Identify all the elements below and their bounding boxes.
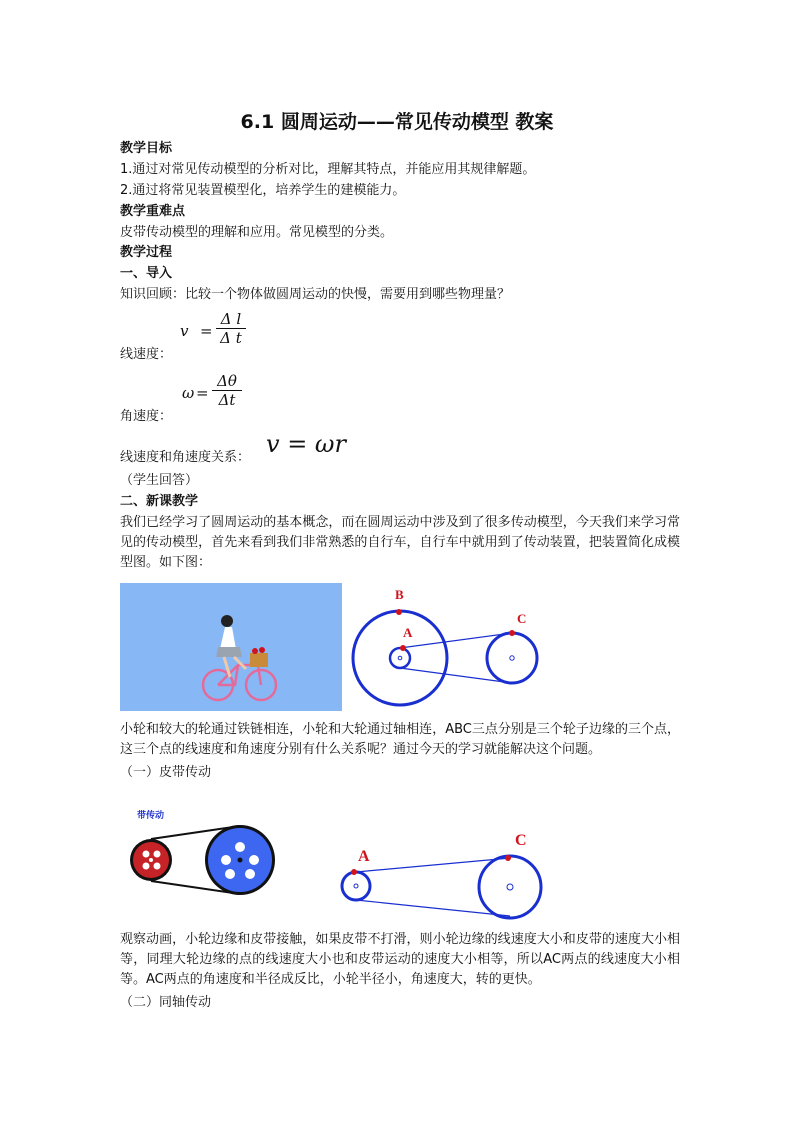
coaxial-heading: （二）同轴传动 — [120, 995, 212, 1010]
point-b — [396, 609, 402, 615]
label-a: A — [403, 625, 413, 640]
belt-drive-animation — [120, 800, 290, 905]
key-points-heading: 教学重难点 — [120, 204, 186, 219]
belt-anim-label: 带传动 — [137, 811, 165, 821]
large-wheel — [479, 856, 541, 918]
linear-formula-lhs: v — [180, 322, 189, 340]
small-wheel — [342, 872, 370, 900]
objective-item-2: 2.通过将常见装置模型化，培养学生的建模能力。 — [120, 183, 406, 198]
bicycle-illustration — [120, 583, 342, 711]
rider-skirt — [216, 647, 242, 657]
point-a — [400, 645, 406, 651]
belt-text: 观察动画，小轮边缘和皮带接触，如果皮带不打滑，则小轮边缘的线速度大小和皮带的速度大小相等，同理大轮边缘的点的线速度大小也和皮带运动的速度大小相等，所以AC两点的线速度大小相等。AC两点的角速度和半径成反比，小轮半径小，角速度大，转的更快。 — [120, 932, 680, 987]
linear-formula-eq: = — [200, 322, 213, 340]
small-wheel — [390, 648, 410, 668]
large-wheel — [353, 611, 447, 705]
angular-formula-denominator: Δt — [218, 391, 236, 409]
objective-item-1: 1.通过对常见传动模型的分析对比，理解其特点，并能应用其规律解题。 — [120, 162, 536, 177]
point-a — [351, 869, 357, 875]
belt-heading: （一）皮带传动 — [120, 765, 212, 780]
linear-formula-denominator: Δ t — [220, 329, 242, 347]
axle-center — [398, 656, 402, 660]
linear-formula-numerator: Δ l — [220, 310, 242, 328]
rear-wheel — [487, 633, 537, 683]
bicycle-model-diagram — [345, 583, 545, 711]
point-c — [505, 855, 511, 861]
linear-velocity-label: 线速度： — [120, 347, 173, 362]
intro-text: 知识回顾：比较一个物体做圆周运动的快慢，需要用到哪些物理量？ — [120, 287, 511, 302]
relation-formula: v = ωr — [266, 430, 346, 458]
angular-formula-fraction — [212, 372, 242, 409]
angular-formula-eq: = — [196, 384, 209, 402]
belt-drive-diagram — [334, 826, 546, 926]
rider-head — [221, 615, 233, 627]
point-c — [509, 630, 515, 636]
process-heading: 教学过程 — [120, 245, 173, 260]
after-figure-text: 小轮和较大的轮通过铁链相连，小轮和大轮通过轴相连，ABC三点分别是三个轮子边缘的三个点，这三个点的线速度和角速度分别有什么关系呢？通过今天的学习就能解决这个问题。 — [120, 722, 680, 757]
label-c: C — [515, 832, 527, 849]
angular-formula-lhs: ω — [182, 384, 195, 402]
relation-label: 线速度和角速度关系： — [120, 450, 251, 465]
bike-basket — [250, 653, 268, 667]
angular-velocity-label: 角速度： — [120, 409, 173, 424]
page-title: 6.1 圆周运动——常见传动模型 教案 — [240, 111, 554, 133]
objectives-heading: 教学目标 — [120, 141, 173, 156]
new-lesson-text: 我们已经学习了圆周运动的基本概念，而在圆周运动中涉及到了很多传动模型，今天我们来学习常见的传动模型，首先来看到我们非常熟悉的自行车，自行车中就用到了传动装置，把装置简化成模型图。如下图： — [120, 515, 680, 570]
intro-heading: 一、导入 — [120, 266, 173, 281]
student-answer: （学生回答） — [120, 473, 199, 488]
new-lesson-heading: 二、新课教学 — [120, 494, 199, 509]
angular-formula-numerator: Δθ — [217, 372, 237, 390]
label-a: A — [358, 848, 370, 865]
key-points-text: 皮带传动模型的理解和应用。常见模型的分类。 — [120, 225, 394, 240]
label-c: C — [517, 611, 527, 626]
linear-formula-fraction — [216, 310, 246, 347]
label-b: B — [395, 587, 404, 602]
